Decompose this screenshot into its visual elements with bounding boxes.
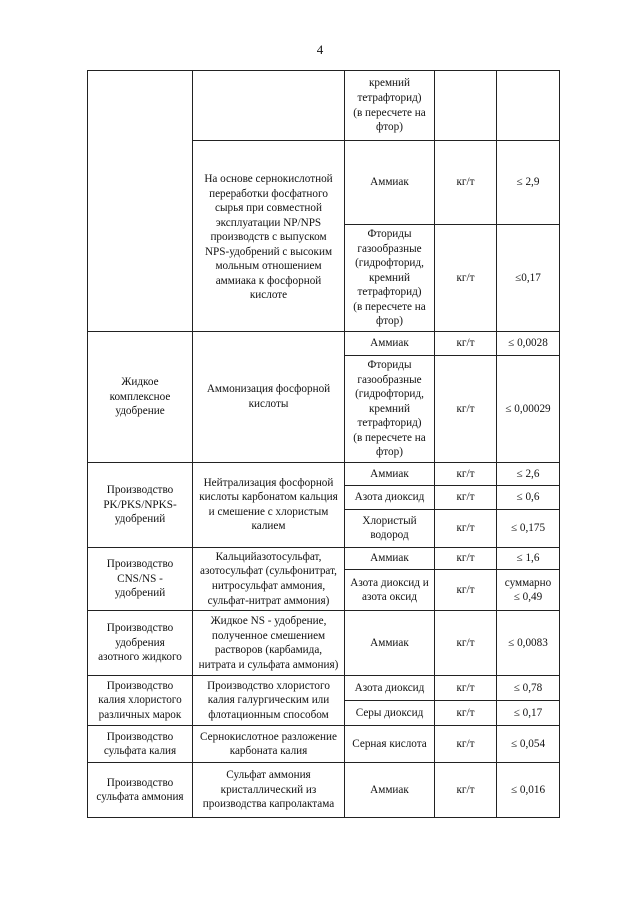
substance-cell: Аммиак <box>345 462 435 485</box>
limit-cell: ≤ 2,6 <box>497 462 560 485</box>
table-row <box>88 763 560 818</box>
table-row <box>88 71 560 141</box>
substance-cell: Аммиак <box>345 141 435 225</box>
unit-cell: кг/т <box>435 485 497 509</box>
category-cell: Производство сульфата калия <box>88 726 193 763</box>
table-row <box>88 462 560 485</box>
process-cell: Аммонизация фосфорной кислоты <box>193 331 345 462</box>
emission-limits-table <box>87 70 560 818</box>
category-cell: Производство калия хлористого различных марок <box>88 676 193 726</box>
substance-cell: Аммиак <box>345 331 435 355</box>
process-cell: Сернокислотное разложение карбоната калия <box>193 726 345 763</box>
limit-cell: ≤ 0,6 <box>497 485 560 509</box>
limit-cell: ≤ 0,78 <box>497 676 560 701</box>
substance-cell: Азота диоксид <box>345 676 435 701</box>
substance-cell: Аммиак <box>345 763 435 818</box>
unit-cell: кг/т <box>435 141 497 225</box>
unit-cell: кг/т <box>435 355 497 462</box>
table-row <box>88 676 560 701</box>
table-row <box>88 611 560 676</box>
substance-cell: кремний тетрафторид) (в пересчете на фтор) <box>345 71 435 141</box>
substance-cell: Азота диоксид и азота оксид <box>345 570 435 611</box>
page-number: 4 <box>316 42 324 57</box>
limit-cell: ≤ 0,00029 <box>497 355 560 462</box>
substance-cell: Азота диоксид <box>345 485 435 509</box>
limit-cell: ≤ 0,17 <box>497 701 560 726</box>
unit-cell: кг/т <box>435 701 497 726</box>
category-cell: Производство PK/PKS/NPKS- удобрений <box>88 462 193 547</box>
limit-cell: ≤0,17 <box>497 225 560 332</box>
process-cell: Кальцийазотосульфат, азотосульфат (сульфонитрат, нитросульфат аммония, сульфат-нитрат аммония) <box>193 547 345 610</box>
substance-cell: Серная кислота <box>345 726 435 763</box>
limit-cell: ≤ 0,0028 <box>497 331 560 355</box>
unit-cell: кг/т <box>435 509 497 547</box>
unit-cell: кг/т <box>435 225 497 332</box>
substance-cell: Фториды газообразные (гидрофторид, кремний тетрафторид) (в пересчете на фтор) <box>345 355 435 462</box>
substance-cell: Серы диоксид <box>345 701 435 726</box>
category-cell: Производство сульфата аммония <box>88 763 193 818</box>
limit-cell: ≤ 0,0083 <box>497 611 560 676</box>
process-cell: На основе сернокислотной переработки фосфатного сырья при совместной эксплуатации NP/NPS производств с выпуском NPS-удобрений с высоким мольным отношением аммиака к фосфорной кислоте <box>193 141 345 332</box>
unit-cell: кг/т <box>435 676 497 701</box>
unit-cell: кг/т <box>435 547 497 569</box>
substance-cell: Хлористый водород <box>345 509 435 547</box>
process-cell: Сульфат аммония кристаллический из производства капролактама <box>193 763 345 818</box>
limit-cell: ≤ 0,016 <box>497 763 560 818</box>
unit-cell: кг/т <box>435 726 497 763</box>
category-cell <box>88 71 193 332</box>
category-cell: Жидкое комплексное удобрение <box>88 331 193 462</box>
limit-cell <box>497 71 560 141</box>
category-cell: Производство удобрения азотного жидкого <box>88 611 193 676</box>
table-row <box>88 726 560 763</box>
limit-cell: ≤ 1,6 <box>497 547 560 569</box>
process-cell: Производство хлористого калия галургическим или флотационным способом <box>193 676 345 726</box>
category-cell: Производство CNS/NS - удобрений <box>88 547 193 610</box>
limit-cell: ≤ 2,9 <box>497 141 560 225</box>
substance-cell: Аммиак <box>345 547 435 569</box>
unit-cell: кг/т <box>435 331 497 355</box>
table-row <box>88 331 560 355</box>
table-row <box>88 547 560 569</box>
unit-cell: кг/т <box>435 570 497 611</box>
unit-cell: кг/т <box>435 763 497 818</box>
unit-cell <box>435 71 497 141</box>
limit-cell: ≤ 0,175 <box>497 509 560 547</box>
process-cell: Жидкое NS - удобрение, полученное смешением растворов (карбамида, нитрата и сульфата аммония) <box>193 611 345 676</box>
process-cell: Нейтрализация фосфорной кислоты карбонатом кальция и смешение с хлористым калием <box>193 462 345 547</box>
limit-cell: суммарно ≤ 0,49 <box>497 570 560 611</box>
unit-cell: кг/т <box>435 611 497 676</box>
process-cell <box>193 71 345 141</box>
limit-cell: ≤ 0,054 <box>497 726 560 763</box>
unit-cell: кг/т <box>435 462 497 485</box>
substance-cell: Аммиак <box>345 611 435 676</box>
substance-cell: Фториды газообразные (гидрофторид, кремний тетрафторид) (в пересчете на фтор) <box>345 225 435 332</box>
